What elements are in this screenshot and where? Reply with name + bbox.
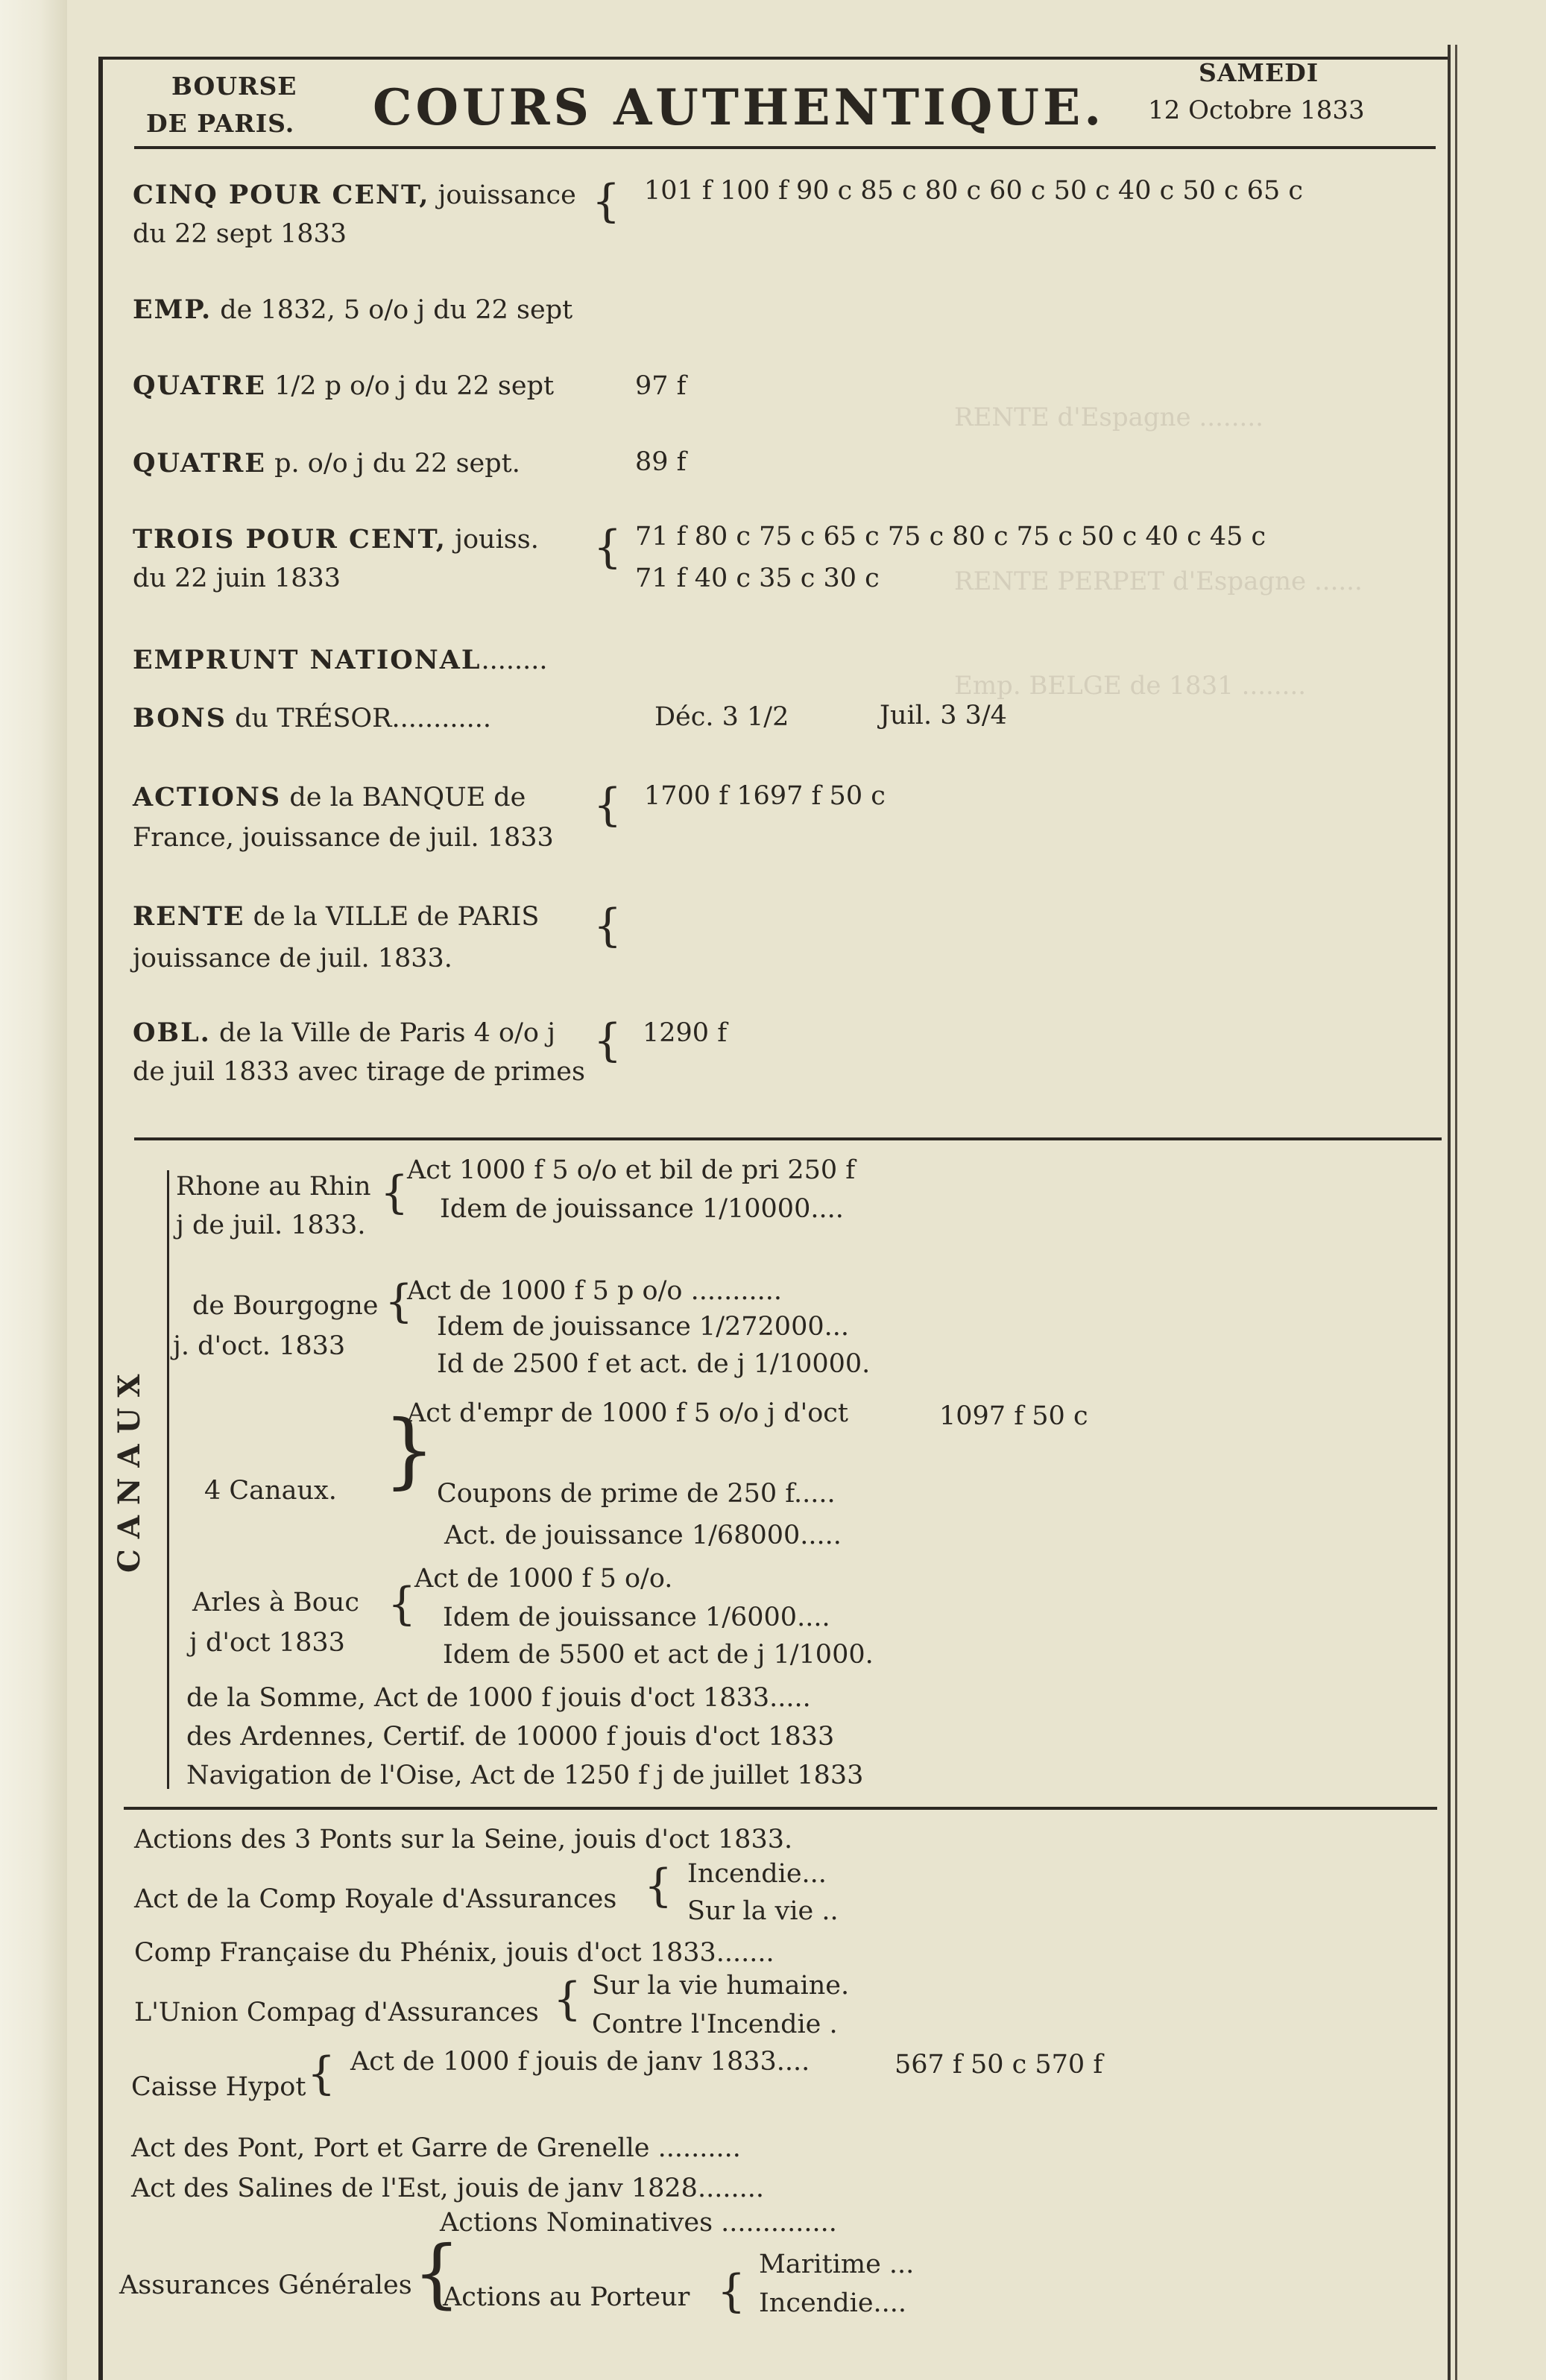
- brace: {: [592, 175, 621, 227]
- canal-line: Act d'empr de 1000 f 5 o/o j d'oct: [407, 1398, 848, 1428]
- canal-name-line2: j d'oct 1833: [189, 1628, 345, 1658]
- divers-royale-opt: Sur la vie ..: [687, 1896, 839, 1926]
- bleed-through: Emp. BELGE de 1831 ........: [954, 671, 1307, 701]
- rente-row: OBL. de la Ville de Paris 4 o/o j: [133, 1017, 555, 1048]
- brace: }: [383, 1402, 435, 1497]
- bleed-through: RENTE PERPET d'Espagne ......: [954, 566, 1363, 596]
- divers-grenelle: Act des Pont, Port et Garre de Grenelle ..........: [131, 2133, 741, 2163]
- brace: {: [593, 900, 622, 952]
- divers-ponts: Actions des 3 Ponts sur la Seine, jouis d'oct 1833.: [134, 1825, 793, 1855]
- rente-row: ACTIONS de la BANQUE de: [133, 782, 526, 812]
- frame-left-rule: [98, 60, 103, 2380]
- divers-union-opt: Sur la vie humaine.: [592, 1971, 850, 2001]
- divers-porteur: Actions au Porteur: [443, 2282, 690, 2312]
- brace: {: [385, 1275, 414, 1328]
- canal-name: de Bourgogne: [192, 1291, 379, 1321]
- divers-royale-opt: Incendie...: [687, 1859, 827, 1889]
- rente-row-line2: du 22 sept 1833: [133, 219, 347, 249]
- rente-row-line2: jouissance de juil. 1833.: [133, 944, 452, 973]
- rente-prices: 1290 f: [643, 1018, 728, 1048]
- frame-right-rule-inner: [1455, 45, 1457, 2380]
- header-day: SAMEDI: [1199, 58, 1319, 87]
- canal-name: 4 Canaux.: [204, 1476, 337, 1506]
- brace: {: [593, 521, 622, 573]
- rente-prices: 101 f 100 f 90 c 85 c 80 c 60 c 50 c 40 c 50 c 65 c: [644, 176, 1304, 206]
- canal-name-line2: j de juil. 1833.: [176, 1210, 366, 1240]
- divers-salines: Act des Salines de l'Est, jouis de janv 1828........: [131, 2174, 764, 2203]
- divers-maritime: Maritime ...: [759, 2250, 915, 2279]
- divers-phenix: Comp Française du Phénix, jouis d'oct 1833.......: [134, 1938, 774, 1968]
- rente-row-line2: du 22 juin 1833: [133, 564, 341, 593]
- rente-row: EMPRUNT NATIONAL........: [133, 645, 548, 675]
- rente-prices: 97 f: [635, 371, 687, 401]
- canaux-side-rule: [167, 1170, 169, 1789]
- rente-prices: 71 f 80 c 75 c 65 c 75 c 80 c 75 c 50 c 40 c 45 c: [635, 522, 1266, 552]
- brace: {: [388, 1578, 417, 1630]
- canal-line: Id de 2500 f et act. de j 1/10000.: [437, 1349, 871, 1379]
- divers-union: L'Union Compag d'Assurances: [134, 1998, 539, 2027]
- header-bourse-line1: BOURSE: [171, 72, 297, 101]
- section-rule: [124, 1807, 1437, 1810]
- canal-line: Idem de jouissance 1/6000....: [443, 1603, 830, 1632]
- page-title: COURS AUTHENTIQUE.: [373, 78, 1105, 136]
- brace: {: [593, 779, 622, 831]
- divers-incendie: Incendie....: [759, 2288, 907, 2318]
- canal-other: Navigation de l'Oise, Act de 1250 f j de juillet 1833: [186, 1761, 864, 1790]
- brace: {: [380, 1167, 409, 1219]
- rente-row-line2: France, jouissance de juil. 1833: [133, 823, 554, 853]
- canal-other: des Ardennes, Certif. de 10000 f jouis d'oct 1833: [186, 1722, 835, 1752]
- brace: {: [717, 2265, 746, 2317]
- rente-row-line2: de juil 1833 avec tirage de primes: [133, 1057, 585, 1087]
- canal-line: Idem de 5500 et act de j 1/1000.: [443, 1640, 874, 1670]
- rente-prices: Déc. 3 1/2: [654, 702, 789, 732]
- canal-name: Rhone au Rhin: [176, 1172, 371, 1202]
- canal-price: 1097 f 50 c: [939, 1401, 1088, 1431]
- canaux-label: CANAUX: [112, 1363, 147, 1573]
- rente-prices-line2: 71 f 40 c 35 c 30 c: [635, 564, 880, 593]
- header-rule: [134, 146, 1436, 149]
- rente-prices: 89 f: [635, 447, 687, 477]
- brace: {: [413, 2229, 461, 2317]
- brace: {: [644, 1860, 673, 1912]
- rente-row: RENTE de la VILLE de PARIS: [133, 901, 540, 932]
- canal-line: Idem de jouissance 1/10000....: [440, 1194, 844, 1224]
- rente-row: TROIS POUR CENT, jouiss.: [133, 524, 539, 555]
- divers-caisse-price: 567 f 50 c 570 f: [895, 2050, 1103, 2080]
- canal-line: Coupons de prime de 250 f.....: [437, 1479, 836, 1509]
- brace: {: [593, 1014, 622, 1067]
- brace: {: [553, 1973, 582, 2025]
- rente-row: CINQ POUR CENT, jouissance: [133, 180, 576, 210]
- canal-line: Act de 1000 f 5 o/o.: [414, 1564, 673, 1594]
- divers-caisse: Caisse Hypot: [131, 2072, 306, 2102]
- rente-prices-extra: Juil. 3 3/4: [880, 701, 1007, 730]
- canal-line: Act. de jouissance 1/68000.....: [444, 1521, 842, 1550]
- rente-row: QUATRE 1/2 p o/o j du 22 sept: [133, 370, 555, 401]
- page-margin: [0, 0, 67, 2380]
- canal-line: Idem de jouissance 1/272000...: [437, 1312, 849, 1342]
- rente-row: QUATRE p. o/o j du 22 sept.: [133, 448, 520, 479]
- bleed-through: RENTE d'Espagne ........: [954, 403, 1263, 432]
- canal-line: Act 1000 f 5 o/o et bil de pri 250 f: [407, 1155, 856, 1185]
- canal-name: Arles à Bouc: [192, 1588, 359, 1617]
- header-bourse-line2: DE PARIS.: [146, 109, 295, 138]
- section-rule: [134, 1137, 1442, 1140]
- divers-nominatives: Actions Nominatives ..............: [440, 2208, 837, 2238]
- canal-name-line2: j. d'oct. 1833: [173, 1331, 346, 1361]
- rente-prices: 1700 f 1697 f 50 c: [644, 781, 886, 811]
- rente-row: BONS du TRÉSOR............: [133, 703, 491, 733]
- divers-assur-gen: Assurances Générales: [119, 2270, 412, 2300]
- header-date: 12 Octobre 1833: [1148, 95, 1365, 125]
- divers-caisse-act: Act de 1000 f jouis de janv 1833....: [350, 2047, 810, 2077]
- frame-right-rule: [1448, 45, 1451, 2380]
- divers-royale: Act de la Comp Royale d'Assurances: [134, 1884, 617, 1914]
- brace: {: [307, 2048, 336, 2100]
- canal-line: Act de 1000 f 5 p o/o ...........: [407, 1276, 782, 1306]
- divers-union-opt: Contre l'Incendie .: [592, 2010, 838, 2039]
- canal-other: de la Somme, Act de 1000 f jouis d'oct 1833.....: [186, 1683, 811, 1713]
- rente-row: EMP. de 1832, 5 o/o j du 22 sept: [133, 294, 573, 325]
